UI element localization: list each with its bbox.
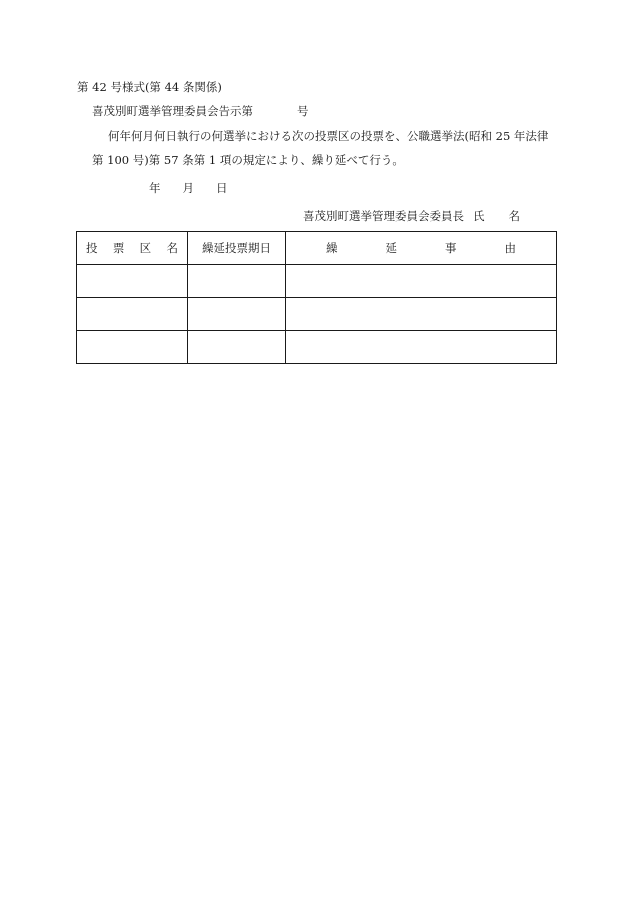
table-cell-district <box>77 331 188 364</box>
header-postponed-date: 繰延投票期日 <box>188 232 286 265</box>
notice-body-line-2: 第 100 号)第 57 条第 1 項の規定により、繰り延べて行う。 <box>92 153 404 167</box>
table-row <box>77 331 557 364</box>
table-cell-date <box>188 298 286 331</box>
table-cell-district <box>77 265 188 298</box>
postponement-table <box>76 231 557 364</box>
notice-header-text: 喜茂別町選挙管理委員会告示第 <box>92 104 253 118</box>
table-cell-date <box>188 331 286 364</box>
form-number: 第 42 号様式(第 44 条関係) <box>77 80 222 94</box>
header-reason: 繰 延 事 由 <box>286 232 557 265</box>
table-cell-date <box>188 265 286 298</box>
signature-line <box>303 209 520 223</box>
signature-name-2: 名 <box>508 209 520 223</box>
date-year: 年 <box>149 181 161 195</box>
table-header-row <box>77 232 557 265</box>
signature-name-1: 氏 <box>473 209 485 223</box>
notice-header-suffix: 号 <box>297 104 309 118</box>
table-row <box>77 265 557 298</box>
date-day: 日 <box>216 181 228 195</box>
table-cell-reason <box>286 331 557 364</box>
date-line <box>149 181 228 195</box>
signature-title: 喜茂別町選挙管理委員会委員長 <box>303 209 464 223</box>
table-cell-district <box>77 298 188 331</box>
table-cell-reason <box>286 298 557 331</box>
notice-body-line-1: 何年何月何日執行の何選挙における次の投票区の投票を、公職選挙法(昭和 25 年法律 <box>108 129 549 143</box>
notice-header <box>92 104 309 118</box>
header-district-name: 投 票 区 名 <box>77 232 188 265</box>
date-month: 月 <box>182 181 194 195</box>
table-row <box>77 298 557 331</box>
table-cell-reason <box>286 265 557 298</box>
